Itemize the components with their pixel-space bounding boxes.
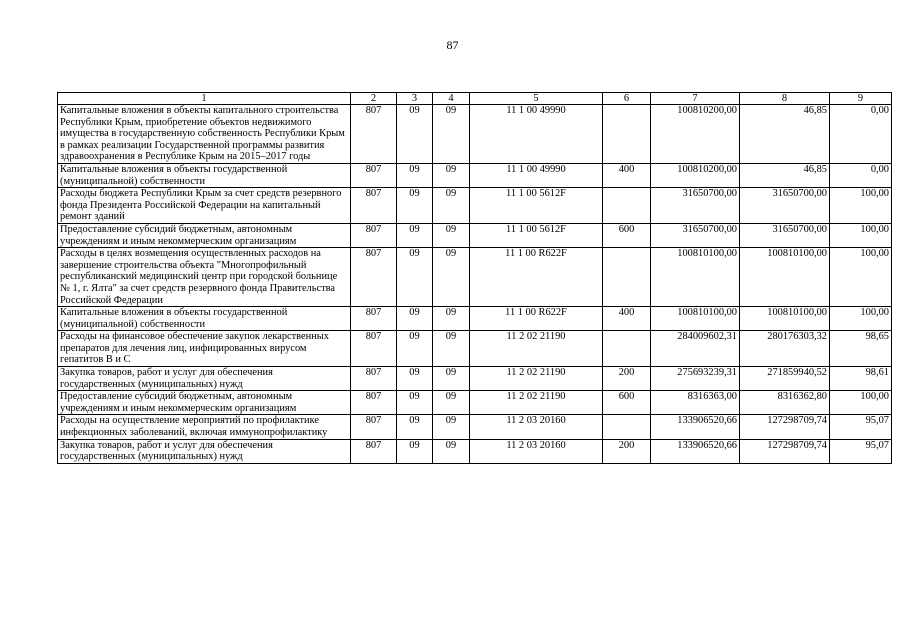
column-header: 4 (433, 93, 470, 105)
row-target-cell: 11 1 00 R622F (470, 307, 603, 331)
page-number: 87 (446, 38, 459, 52)
row-section-cell: 09 (397, 391, 433, 415)
row-plan-amount-cell: 275693239,31 (651, 367, 740, 391)
row-name-cell: Расходы на финансовое обеспечение закупок лекарственных препаратов для лечения лиц, инфицированных вирусом гепатитов В и С (58, 331, 351, 367)
row-code-cell: 807 (351, 307, 397, 331)
row-section-cell: 09 (397, 415, 433, 439)
row-subsection-cell: 09 (433, 439, 470, 463)
row-name-cell: Расходы бюджета Республики Крым за счет средств резервного фонда Президента Российской Федерации на капитальный ремонт зданий (58, 188, 351, 224)
row-expense-type-cell (603, 105, 651, 164)
row-percent-cell: 100,00 (830, 307, 892, 331)
row-section-cell: 09 (397, 163, 433, 187)
row-name-cell: Капитальные вложения в объекты государственной (муниципальной) собственности (58, 163, 351, 187)
table-row (58, 391, 892, 415)
row-section-cell: 09 (397, 248, 433, 307)
row-section-cell: 09 (397, 439, 433, 463)
row-expense-type-cell: 400 (603, 307, 651, 331)
row-section-cell: 09 (397, 105, 433, 164)
row-plan-amount-cell: 100810100,00 (651, 248, 740, 307)
row-target-cell: 11 1 00 49990 (470, 105, 603, 164)
table-row (58, 439, 892, 463)
row-expense-type-cell: 600 (603, 223, 651, 247)
row-expense-type-cell: 600 (603, 391, 651, 415)
table-row (58, 307, 892, 331)
column-header: 3 (397, 93, 433, 105)
row-section-cell: 09 (397, 367, 433, 391)
row-name-cell: Закупка товаров, работ и услуг для обеспечения государственных (муниципальных) нужд (58, 439, 351, 463)
row-name-cell: Капитальные вложения в объекты капитального строительства Республики Крым, приобретение объектов недвижимого имущества в государственную собственность Республики Крым в рамках реализации Государственной программы развития здравоохранения в Республике Крым на 2015–2017 годы (58, 105, 351, 164)
row-percent-cell: 0,00 (830, 105, 892, 164)
row-subsection-cell: 09 (433, 391, 470, 415)
row-expense-type-cell: 400 (603, 163, 651, 187)
table-row (58, 248, 892, 307)
row-code-cell: 807 (351, 105, 397, 164)
row-section-cell: 09 (397, 307, 433, 331)
row-plan-amount-cell: 31650700,00 (651, 223, 740, 247)
row-code-cell: 807 (351, 223, 397, 247)
row-actual-amount-cell: 31650700,00 (740, 223, 830, 247)
row-subsection-cell: 09 (433, 223, 470, 247)
row-subsection-cell: 09 (433, 307, 470, 331)
row-percent-cell: 98,61 (830, 367, 892, 391)
row-plan-amount-cell: 100810200,00 (651, 105, 740, 164)
row-actual-amount-cell: 8316362,80 (740, 391, 830, 415)
row-target-cell: 11 2 03 20160 (470, 415, 603, 439)
table-row (58, 331, 892, 367)
row-plan-amount-cell: 8316363,00 (651, 391, 740, 415)
row-name-cell: Предоставление субсидий бюджетным, автономным учреждениям и иным некоммерческим организациям (58, 223, 351, 247)
row-target-cell: 11 2 02 21190 (470, 367, 603, 391)
row-target-cell: 11 1 00 49990 (470, 163, 603, 187)
row-subsection-cell: 09 (433, 331, 470, 367)
row-percent-cell: 100,00 (830, 188, 892, 224)
row-target-cell: 11 1 00 5612F (470, 223, 603, 247)
row-code-cell: 807 (351, 163, 397, 187)
row-actual-amount-cell: 31650700,00 (740, 188, 830, 224)
row-expense-type-cell (603, 188, 651, 224)
column-header: 9 (830, 93, 892, 105)
row-code-cell: 807 (351, 367, 397, 391)
row-plan-amount-cell: 100810200,00 (651, 163, 740, 187)
column-header: 2 (351, 93, 397, 105)
column-header: 8 (740, 93, 830, 105)
row-code-cell: 807 (351, 439, 397, 463)
row-section-cell: 09 (397, 188, 433, 224)
row-subsection-cell: 09 (433, 248, 470, 307)
row-plan-amount-cell: 133906520,66 (651, 439, 740, 463)
row-code-cell: 807 (351, 391, 397, 415)
column-header: 6 (603, 93, 651, 105)
row-actual-amount-cell: 127298709,74 (740, 439, 830, 463)
row-expense-type-cell (603, 248, 651, 307)
column-header: 1 (58, 93, 351, 105)
row-target-cell: 11 2 03 20160 (470, 439, 603, 463)
row-subsection-cell: 09 (433, 188, 470, 224)
row-name-cell: Закупка товаров, работ и услуг для обеспечения государственных (муниципальных) нужд (58, 367, 351, 391)
row-subsection-cell: 09 (433, 105, 470, 164)
table-row (58, 188, 892, 224)
table-header-row (58, 93, 892, 105)
row-percent-cell: 100,00 (830, 391, 892, 415)
table-row (58, 367, 892, 391)
row-plan-amount-cell: 31650700,00 (651, 188, 740, 224)
row-actual-amount-cell: 46,85 (740, 105, 830, 164)
row-section-cell: 09 (397, 223, 433, 247)
row-code-cell: 807 (351, 331, 397, 367)
row-plan-amount-cell: 100810100,00 (651, 307, 740, 331)
row-expense-type-cell (603, 331, 651, 367)
row-percent-cell: 0,00 (830, 163, 892, 187)
row-expense-type-cell (603, 415, 651, 439)
row-name-cell: Расходы на осуществление мероприятий по профилактике инфекционных заболеваний, включая иммунопрофилактику (58, 415, 351, 439)
row-name-cell: Капитальные вложения в объекты государственной (муниципальной) собственности (58, 307, 351, 331)
table-row (58, 163, 892, 187)
budget-table (57, 92, 892, 464)
row-plan-amount-cell: 133906520,66 (651, 415, 740, 439)
row-actual-amount-cell: 100810100,00 (740, 248, 830, 307)
row-percent-cell: 100,00 (830, 248, 892, 307)
row-actual-amount-cell: 100810100,00 (740, 307, 830, 331)
row-actual-amount-cell: 271859940,52 (740, 367, 830, 391)
row-percent-cell: 95,07 (830, 439, 892, 463)
row-target-cell: 11 1 00 5612F (470, 188, 603, 224)
row-percent-cell: 98,65 (830, 331, 892, 367)
row-target-cell: 11 2 02 21190 (470, 331, 603, 367)
row-actual-amount-cell: 280176303,32 (740, 331, 830, 367)
row-percent-cell: 95,07 (830, 415, 892, 439)
row-code-cell: 807 (351, 415, 397, 439)
row-expense-type-cell: 200 (603, 439, 651, 463)
row-subsection-cell: 09 (433, 163, 470, 187)
column-header: 5 (470, 93, 603, 105)
row-subsection-cell: 09 (433, 415, 470, 439)
table-row (58, 415, 892, 439)
row-percent-cell: 100,00 (830, 223, 892, 247)
table-row (58, 223, 892, 247)
row-code-cell: 807 (351, 188, 397, 224)
column-header: 7 (651, 93, 740, 105)
row-name-cell: Расходы в целях возмещения осуществленных расходов на завершение строительства объекта "Многопрофильный республиканский медицинский центр при городской больнице № 1, г. Ялта" за счет средств резервного фонда Правительства Российской Федерации (58, 248, 351, 307)
row-name-cell: Предоставление субсидий бюджетным, автономным учреждениям и иным некоммерческим организациям (58, 391, 351, 415)
row-actual-amount-cell: 127298709,74 (740, 415, 830, 439)
row-target-cell: 11 1 00 R622F (470, 248, 603, 307)
row-code-cell: 807 (351, 248, 397, 307)
row-subsection-cell: 09 (433, 367, 470, 391)
row-plan-amount-cell: 284009602,31 (651, 331, 740, 367)
table-row (58, 105, 892, 164)
row-target-cell: 11 2 02 21190 (470, 391, 603, 415)
row-expense-type-cell: 200 (603, 367, 651, 391)
row-actual-amount-cell: 46,85 (740, 163, 830, 187)
row-section-cell: 09 (397, 331, 433, 367)
